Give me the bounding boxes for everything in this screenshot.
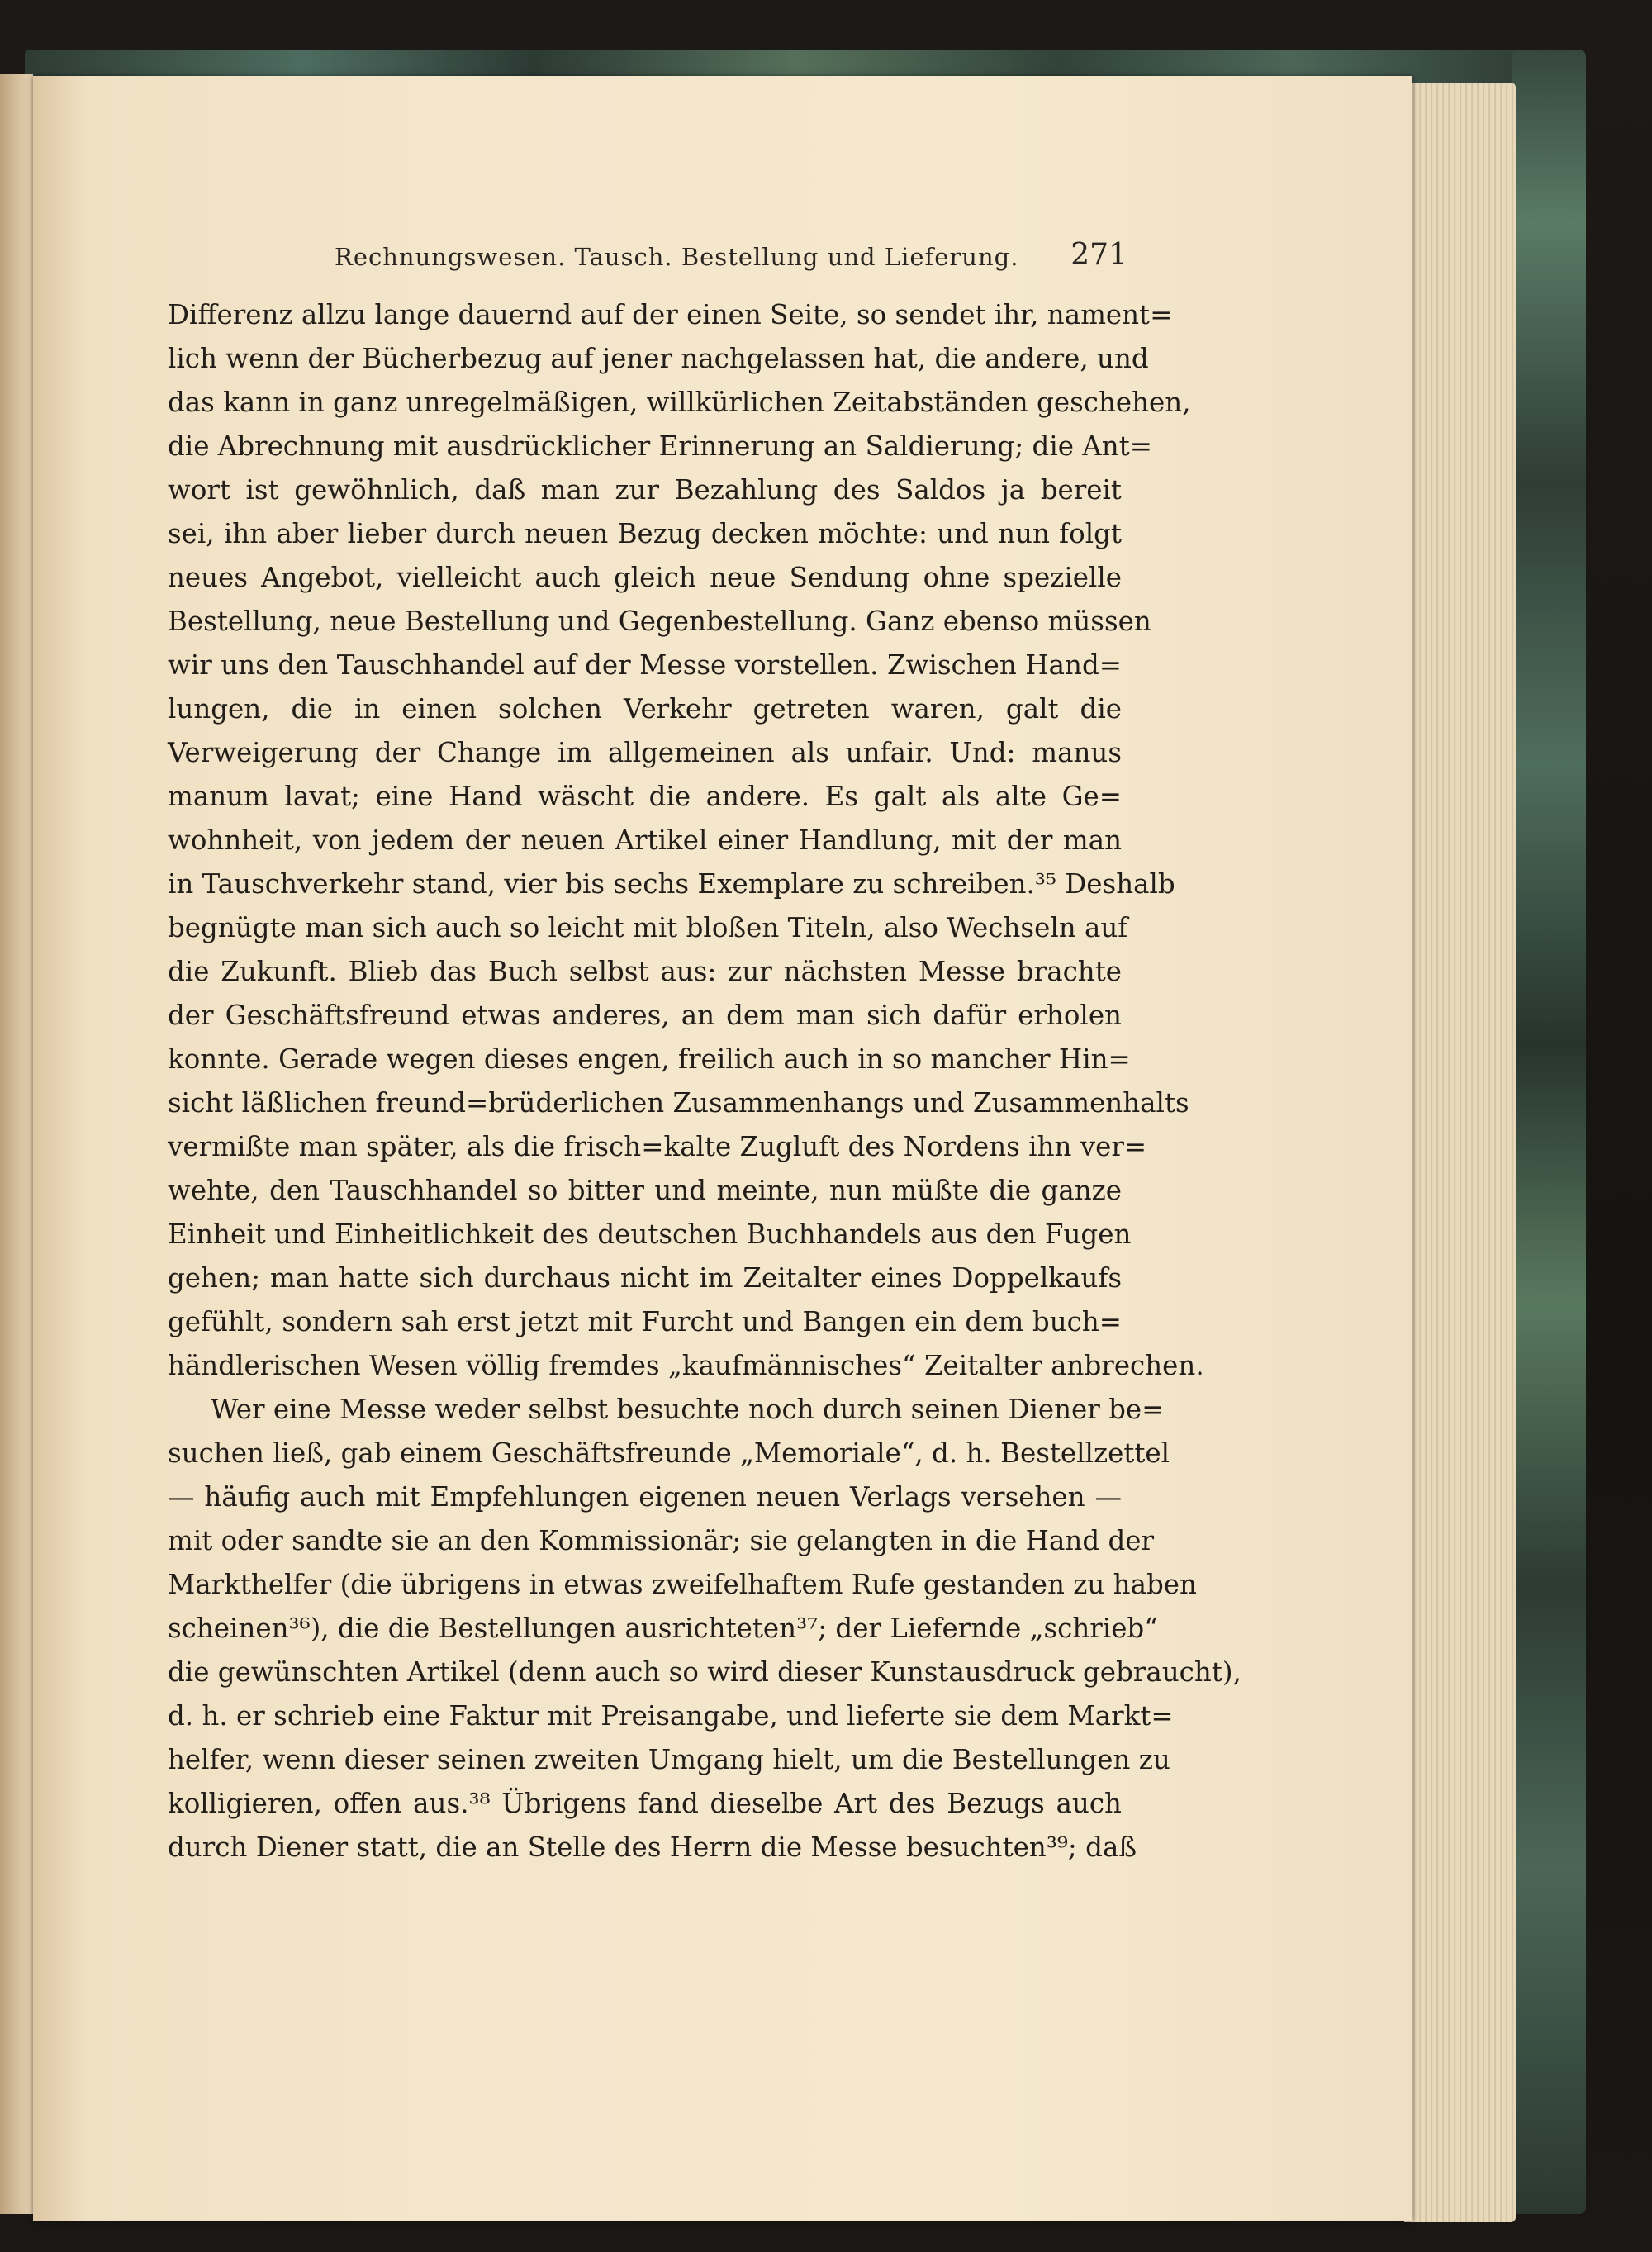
- text-line: das kann in ganz unregelmäßigen, willkürlichen Zeitabständen geschehen,: [168, 387, 1191, 418]
- text-line: manum lavat; eine Hand wäscht die andere. Es galt als alte Ge=: [168, 781, 1122, 812]
- text-line: gehen; man hatte sich durchaus nicht im Zeitalter eines Doppelkaufs: [168, 1262, 1122, 1294]
- text-line: mit oder sandte sie an den Kommissionär; sie gelangten in die Hand der: [168, 1525, 1155, 1556]
- paragraph: [168, 1388, 1241, 1870]
- text-line: scheinen³⁶), die die Bestellungen ausrichteten³⁷; der Liefernde „schrieb“: [168, 1613, 1158, 1644]
- text-line: suchen ließ, gab einem Geschäftsfreunde „Memoriale“, d. h. Bestellzettel: [168, 1437, 1170, 1469]
- text-line: lich wenn der Bücherbezug auf jener nachgelassen hat, die andere, und: [168, 343, 1149, 374]
- text-line: helfer, wenn dieser seinen zweiten Umgang hielt, um die Bestellungen zu: [168, 1744, 1170, 1775]
- text-line: sei, ihn aber lieber durch neuen Bezug decken möchte: und nun folgt: [168, 518, 1122, 549]
- text-line: kolligieren, offen aus.³⁸ Übrigens fand dieselbe Art des Bezugs auch: [168, 1788, 1122, 1819]
- body-text: [168, 293, 1241, 1912]
- text-line: Differenz allzu lange dauernd auf der einen Seite, so sendet ihr, nament=: [168, 299, 1173, 330]
- text-line: Wer eine Messe weder selbst besuchte noch durch seinen Diener be=: [211, 1394, 1165, 1425]
- text-line: wohnheit, von jedem der neuen Artikel einer Handlung, mit der man: [168, 824, 1122, 856]
- facing-page-edge: [0, 74, 33, 2214]
- text-line: händlerischen Wesen völlig fremdes „kaufmännisches“ Zeitalter anbrechen.: [168, 1350, 1204, 1381]
- text-line: wehte, den Tauschhandel so bitter und meinte, nun müßte die ganze: [168, 1175, 1122, 1206]
- text-line: die gewünschten Artikel (denn auch so wird dieser Kunstausdruck gebraucht),: [168, 1656, 1241, 1688]
- text-line: die Abrechnung mit ausdrücklicher Erinnerung an Saldierung; die Ant=: [168, 430, 1152, 462]
- text-line: Bestellung, neue Bestellung und Gegenbestellung. Ganz ebenso müssen: [168, 606, 1151, 637]
- text-line: gefühlt, sondern sah erst jetzt mit Furcht und Bangen ein dem buch=: [168, 1306, 1122, 1337]
- text-line: Einheit und Einheitlichkeit des deutschen Buchhandels aus den Fugen: [168, 1219, 1132, 1250]
- text-line: begnügte man sich auch so leicht mit bloßen Titeln, also Wechseln auf: [168, 912, 1128, 943]
- text-line: konnte. Gerade wegen dieses engen, freilich auch in so mancher Hin=: [168, 1043, 1131, 1075]
- running-head: Rechnungswesen. Tausch. Bestellung und Lieferung.: [335, 243, 1019, 271]
- page-edges: [1404, 83, 1516, 2222]
- paragraph: [168, 293, 1204, 1388]
- text-line: Markthelfer (die übrigens in etwas zweifelhaftem Rufe gestanden zu haben: [168, 1569, 1197, 1600]
- text-line: wir uns den Tauschhandel auf der Messe vorstellen. Zwischen Hand=: [168, 649, 1122, 681]
- marbled-cover-edge-right: [1512, 50, 1586, 2214]
- text-line: die Zukunft. Blieb das Buch selbst aus: zur nächsten Messe brachte: [168, 956, 1122, 987]
- text-line: der Geschäftsfreund etwas anderes, an dem man sich dafür erholen: [168, 1000, 1122, 1031]
- text-line: d. h. er schrieb eine Faktur mit Preisangabe, und lieferte sie dem Markt=: [168, 1700, 1174, 1732]
- page-number: 271: [1070, 238, 1127, 272]
- text-line: durch Diener statt, die an Stelle des Herrn die Messe besuchten³⁹; daß: [168, 1832, 1137, 1863]
- text-line: vermißte man später, als die frisch=kalte Zugluft des Nordens ihn ver=: [168, 1131, 1147, 1162]
- text-line: sicht läßlichen freund=brüderlichen Zusammenhangs und Zusammenhalts: [168, 1087, 1189, 1119]
- text-line: neues Angebot, vielleicht auch gleich neue Sendung ohne spezielle: [168, 562, 1122, 593]
- text-line: in Tauschverkehr stand, vier bis sechs Exemplare zu schreiben.³⁵ Deshalb: [168, 868, 1175, 900]
- text-line: Verweigerung der Change im allgemeinen als unfair. Und: manus: [168, 737, 1122, 768]
- text-line: — häufig auch mit Empfehlungen eigenen neuen Verlags versehen —: [168, 1481, 1122, 1513]
- text-line: wort ist gewöhnlich, daß man zur Bezahlung des Saldos ja bereit: [168, 474, 1122, 506]
- text-line: lungen, die in einen solchen Verkehr getreten waren, galt die: [168, 693, 1122, 725]
